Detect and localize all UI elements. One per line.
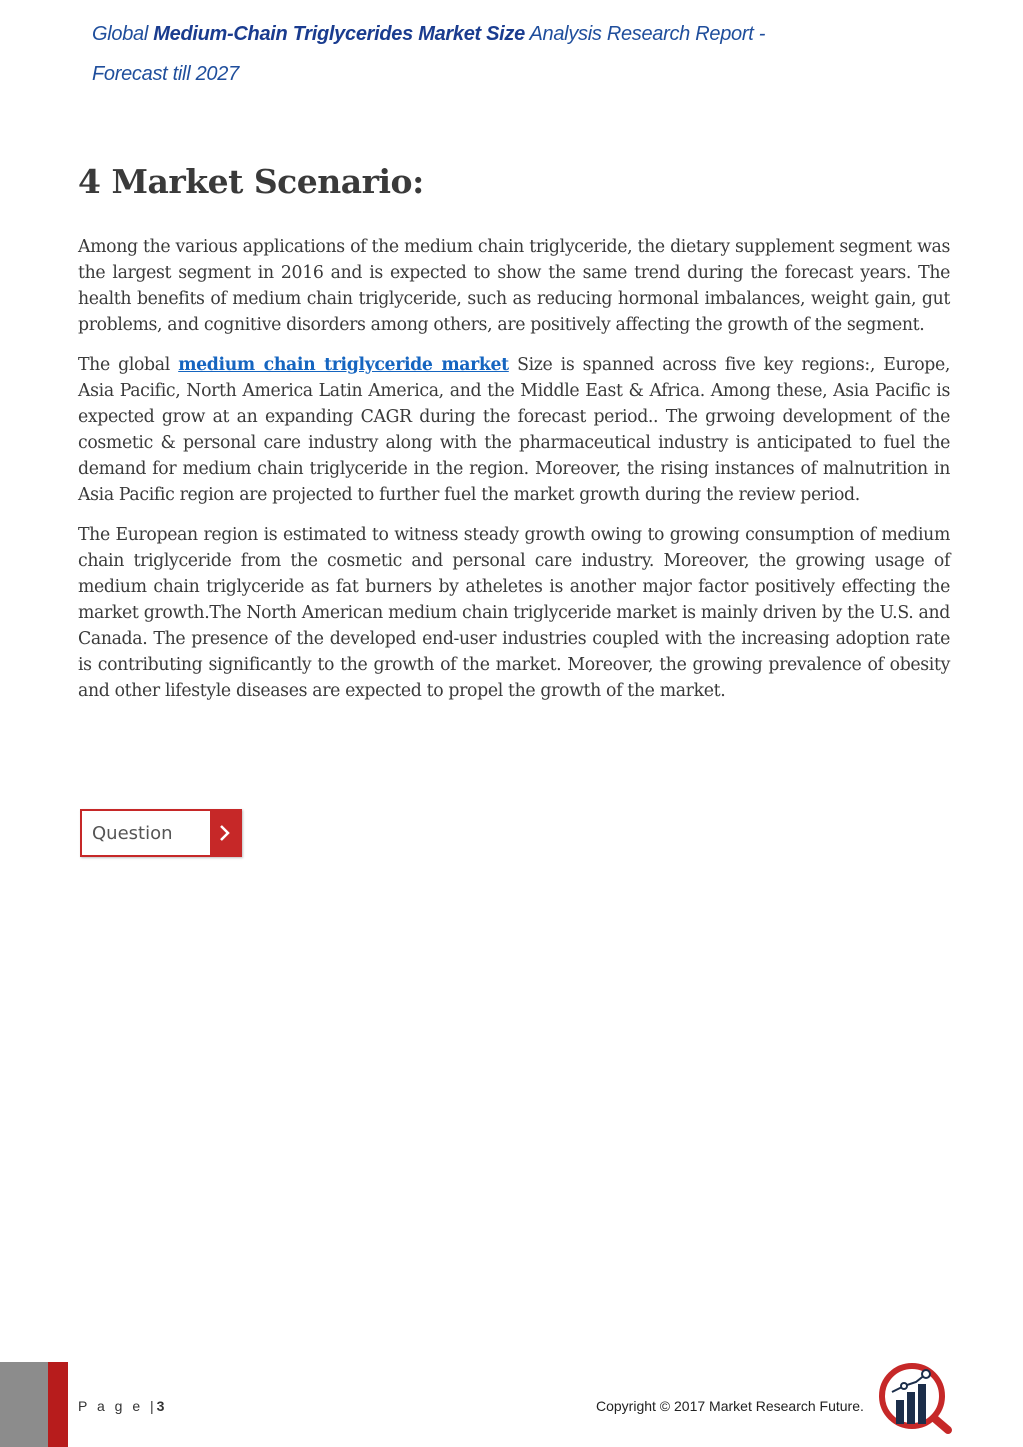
market-research-future-logo-icon bbox=[876, 1362, 954, 1434]
page-number bbox=[78, 1398, 164, 1414]
footer-gray-bar bbox=[0, 1362, 48, 1447]
copyright-text: Copyright © 2017 Market Research Future. bbox=[596, 1398, 864, 1414]
footer-red-bar bbox=[48, 1362, 68, 1447]
header-highlight: Medium-Chain Triglycerides Market Size bbox=[153, 23, 525, 45]
header-line-2: Forecast till 2027 bbox=[92, 63, 239, 85]
paragraph-2 bbox=[78, 352, 950, 508]
chevron-right-icon bbox=[210, 811, 240, 855]
paragraph-2-lead: The global bbox=[78, 355, 179, 375]
question-button[interactable] bbox=[80, 809, 242, 857]
page-label: P a g e | bbox=[78, 1398, 157, 1414]
header-prefix: Global bbox=[92, 23, 149, 45]
paragraph-1: Among the various applications of the medium chain triglyceride, the dietary supplement segment was the largest segment in 2016 and is expected to show the same trend during the forecast years. The health benefits of medium chain triglyceride, such as reducing hormonal imbalances, weight gain, gut problems, and cognitive disorders among others, are positively affecting the growth of the segment. bbox=[78, 237, 950, 335]
page-number-value: 3 bbox=[156, 1398, 165, 1414]
question-label: Question bbox=[92, 822, 173, 844]
document-header bbox=[92, 14, 792, 94]
body-text bbox=[78, 234, 950, 718]
header-line-1 bbox=[92, 14, 792, 54]
paragraph-2-rest: Size is spanned across five key regions:, Europe, Asia Pacific, North America Latin America, and the Middle East & Africa. Among these, Asia Pacific is expected grow at an expanding CAGR during the forecast period.. The grwoing development of the cosmetic & personal care industry along with the pharmaceutical industry is anticipated to fuel the demand for medium chain triglyceride in the region. Moreover, the rising instances of malnutrition in Asia Pacific region are projected to further fuel the market growth during the review period. bbox=[78, 355, 950, 505]
market-link[interactable]: medium chain triglyceride market bbox=[178, 355, 509, 375]
paragraph-3: The European region is estimated to witness steady growth owing to growing consumption of medium chain triglyceride from the cosmetic and personal care industry. Moreover, the growing usage of medium chain triglyceride as fat burners by atheletes is another major factor positively effecting the market growth.The North American medium chain triglyceride market is mainly driven by the U.S. and Canada. The presence of the developed end-user industries coupled with the increasing adoption rate is contributing significantly to the growth of the market. Moreover, the growing prevalence of obesity and other lifestyle diseases are expected to propel the growth of the market. bbox=[78, 525, 950, 701]
section-title: 4 Market Scenario: bbox=[78, 162, 424, 201]
header-suffix: Analysis Research Report - bbox=[529, 23, 766, 45]
